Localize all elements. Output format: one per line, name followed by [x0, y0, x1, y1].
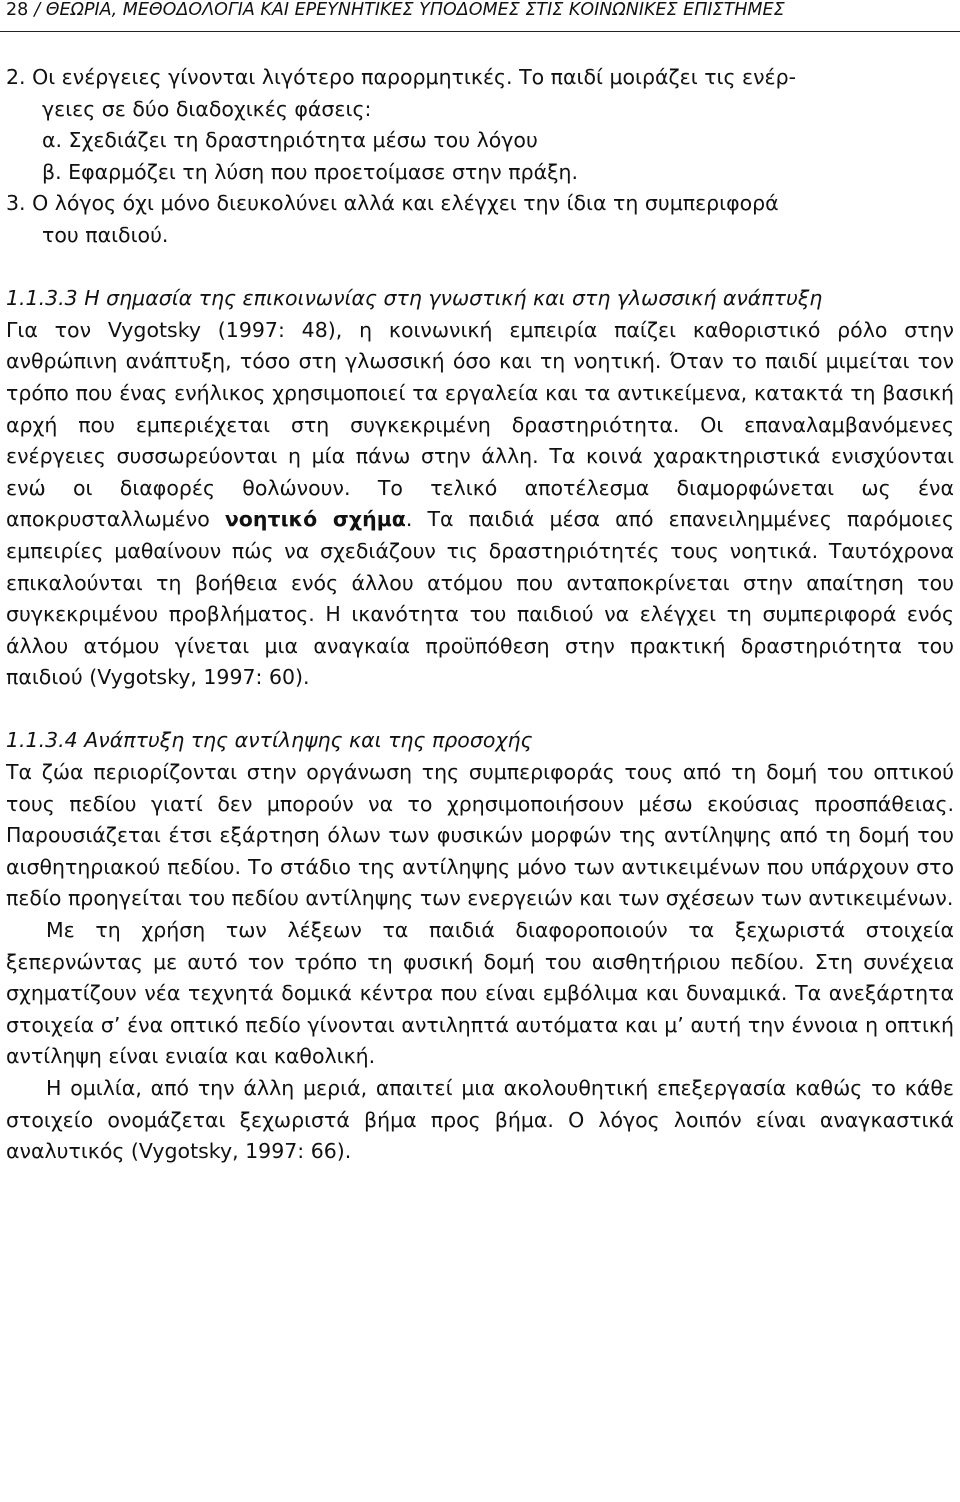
- section-1-1-3-4-paragraph-2: Με τη χρήση των λέξεων τα παιδιά διαφοροποιούν τα ξεχωριστά στοιχεία ξεπερνώντας με αυτό τον τρόπο τη φυσική δομή του αισθητήριου πεδίου. Στη συνέχεια σχηματίζουν νέα τεχνητά δομικά κέντρα που είναι εμβόλιμα και δυναμικά. Τα ανεξάρτητα στοιχεία σ’ ένα οπτικό πεδίο γίνονται αντιληπτά αυτόματα και μ’ αυτή την έννοια η οπτική αντίληψη είναι ενιαία και καθολική.: [6, 918, 954, 1069]
- list-item-2a: α. Σχεδιάζει τη δραστηριότητα μέσω του λόγου: [42, 128, 538, 153]
- list-item-2-line-2: γειες σε δύο διαδοχικές φάσεις:: [42, 96, 372, 121]
- section-1-1-3-4-paragraph-3: Η ομιλία, από την άλλη μεριά, απαιτεί μια ακολουθητική επεξεργασία καθώς το κάθε στοιχείο ονομάζεται ξεχωριστά βήμα προς βήμα. Ο λόγος λοιπόν είναι αναγκαστικά αναλυτικός (Vygotsky, 1997: 66).: [6, 1076, 954, 1164]
- list-item-3-line-1: 3. Ο λόγος όχι μόνο διευκολύνει αλλά και ελέγχει την ίδια τη συμπεριφορά: [6, 191, 779, 216]
- running-header: [6, 0, 946, 24]
- list-item-3-line-2: του παιδιού.: [42, 222, 169, 247]
- spacer: [6, 252, 954, 284]
- page-number: 28: [6, 0, 29, 20]
- bold-term: νοητικό σχήμα: [224, 507, 406, 532]
- paragraph-text-part-2: . Τα παιδιά μέσα από επανειλημμένες παρόμοιες εμπειρίες μαθαίνουν πώς να σχεδιάζουν τις δραστηριότητές τους νοητικά. Ταυτόχρονα επικαλούνται τη βοήθεια ενός άλλου ατόμου που ανταποκρίνεται στην απαίτηση του συγκεκριμένου προβλήματος. Η ικανότητα του παιδιού να ελέγχει τη συμπεριφορά ενός άλλου ατόμου γίνεται μια αναγκαία προϋπόθεση στην πρακτική δραστηριότητα του παιδιού (Vygotsky, 1997: 60).: [6, 507, 955, 690]
- list-item-2b: β. Εφαρμόζει τη λύση που προετοίμασε στην πράξη.: [42, 159, 579, 184]
- running-title: / ΘΕΩΡΙΑ, ΜΕΘΟΔΟΛΟΓΙΑ ΚΑΙ ΕΡΕΥΝΗΤΙΚΕΣ ΥΠΟΔΟΜΕΣ ΣΤΙΣ ΚΟΙΝΩΝΙΚΕΣ ΕΠΙΣΤΗΜΕΣ: [34, 0, 785, 20]
- list-item-2: [6, 62, 954, 125]
- section-1-1-3-4-paragraph-1: Τα ζώα περιορίζονται στην οργάνωση της συμπεριφοράς τους από τη δομή του οπτικού τους πεδίου γιατί δεν μπορούν να το χρησιμοποιήσουν μέσω εκούσιας προσπάθειας. Παρουσιάζεται έτσι εξάρτηση όλων των φυσικών μορφών της αντίληψης από τη δομή του αισθητηριακού πεδίου. Το στάδιο της αντίληψης μόνο των αντικειμένων που υπάρχουν στο πεδίο προηγείται του πεδίου αντίληψης των ενεργειών και των σχέσεων των αντικειμένων.: [6, 760, 954, 911]
- paragraph-text-part-1: Για τον Vygotsky (1997: 48), η κοινωνική εμπειρία παίζει καθοριστικό ρόλο στην ανθρώπινη ανάπτυξη, τόσο στη γλωσσική όσο και τη νοητική. Όταν το παιδί μιμείται τον τρόπο που ένας ενήλικος χρησιμοποιεί τα εργαλεία και τα αντικείμενα, κατακτά τη βασική αρχή που εμπεριέχεται στη συγκεκριμένη δραστηριότητα. Οι επαναλαμβανόμενες ενέργειες συσσωρεύονται η μία πάνω στην άλλη. Τα κοινά χαρακτηριστικά ενισχύονται ενώ οι διαφορές θολώνουν. Το τελικό αποτέλεσμα διαμορφώνεται ως ένα αποκρυσταλλωμένο: [6, 317, 954, 532]
- section-heading-1-1-3-3: 1.1.3.3 Η σημασία της επικοινωνίας στη γνωστική και στη γλωσσική ανάπτυξη: [6, 286, 823, 311]
- spacer: [6, 694, 954, 726]
- section-heading-1-1-3-4: 1.1.3.4 Ανάπτυξη της αντίληψης και της προσοχής: [6, 728, 533, 753]
- header-rule: [0, 31, 960, 32]
- section-1-1-3-3-paragraph: [6, 315, 954, 694]
- page-body: [6, 62, 954, 1168]
- list-item-2-line-1: 2. Οι ενέργειες γίνονται λιγότερο παρορμητικές. Το παιδί μοιράζει τις ενέρ-: [6, 65, 797, 89]
- list-item-3: [6, 188, 954, 251]
